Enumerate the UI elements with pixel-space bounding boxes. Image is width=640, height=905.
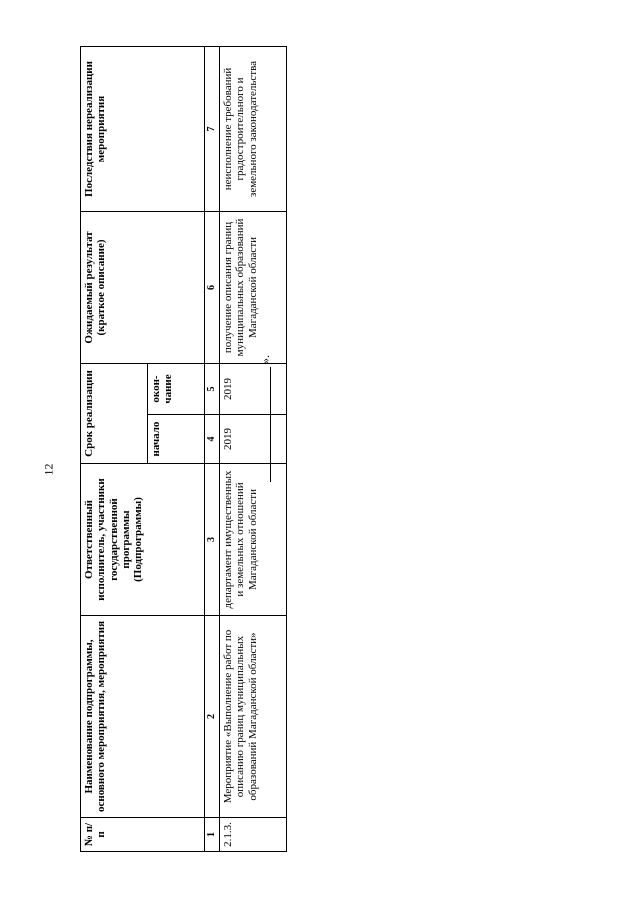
- header-consequences: Последствия нереализации мероприятия: [81, 46, 205, 211]
- header-row: [81, 46, 148, 851]
- measures-table: [80, 46, 287, 852]
- column-number: 5: [205, 363, 220, 414]
- column-number-row: [205, 46, 220, 851]
- row-executor: департамент имущественных и земельных отношений Магаданской области: [220, 464, 287, 616]
- header-name: Наименование подпрограммы, основного мероприятия, мероприятия: [81, 616, 205, 818]
- row-name: Мероприятие «Выполнение работ по описанию границ муниципальных образований Магаданской области»: [220, 616, 287, 818]
- column-number: 4: [205, 415, 220, 464]
- table-row: [220, 46, 287, 851]
- signature-line: [270, 367, 271, 482]
- header-executor: Ответственный исполнитель, участники государственной программы (Подпрограммы): [81, 464, 205, 616]
- column-number: 2: [205, 616, 220, 818]
- row-consequences: неисполнение требований градостроительного и земельного законодательства: [220, 46, 287, 211]
- row-start: 2019: [220, 415, 287, 464]
- closing-quote-line: [258, 332, 276, 482]
- row-num: 2.1.3.: [220, 818, 287, 852]
- row-result: получение описания границ муниципальных образований Магаданской области: [220, 211, 287, 363]
- column-number: 3: [205, 464, 220, 616]
- row-end: 2019: [220, 363, 287, 414]
- page-number: 12: [41, 463, 56, 476]
- rotated-content: [80, 47, 290, 852]
- header-end: окон-чание: [148, 363, 205, 414]
- header-start: начало: [148, 415, 205, 464]
- header-num: № п/п: [81, 818, 205, 852]
- column-number: 6: [205, 211, 220, 363]
- landscape-frame: [80, 47, 290, 852]
- column-number: 7: [205, 46, 220, 211]
- header-result: Ожидаемый результат (краткое описание): [81, 211, 205, 363]
- header-period: Срок реализации: [81, 363, 148, 463]
- column-number: 1: [205, 818, 220, 852]
- closing-mark: ».: [258, 355, 272, 364]
